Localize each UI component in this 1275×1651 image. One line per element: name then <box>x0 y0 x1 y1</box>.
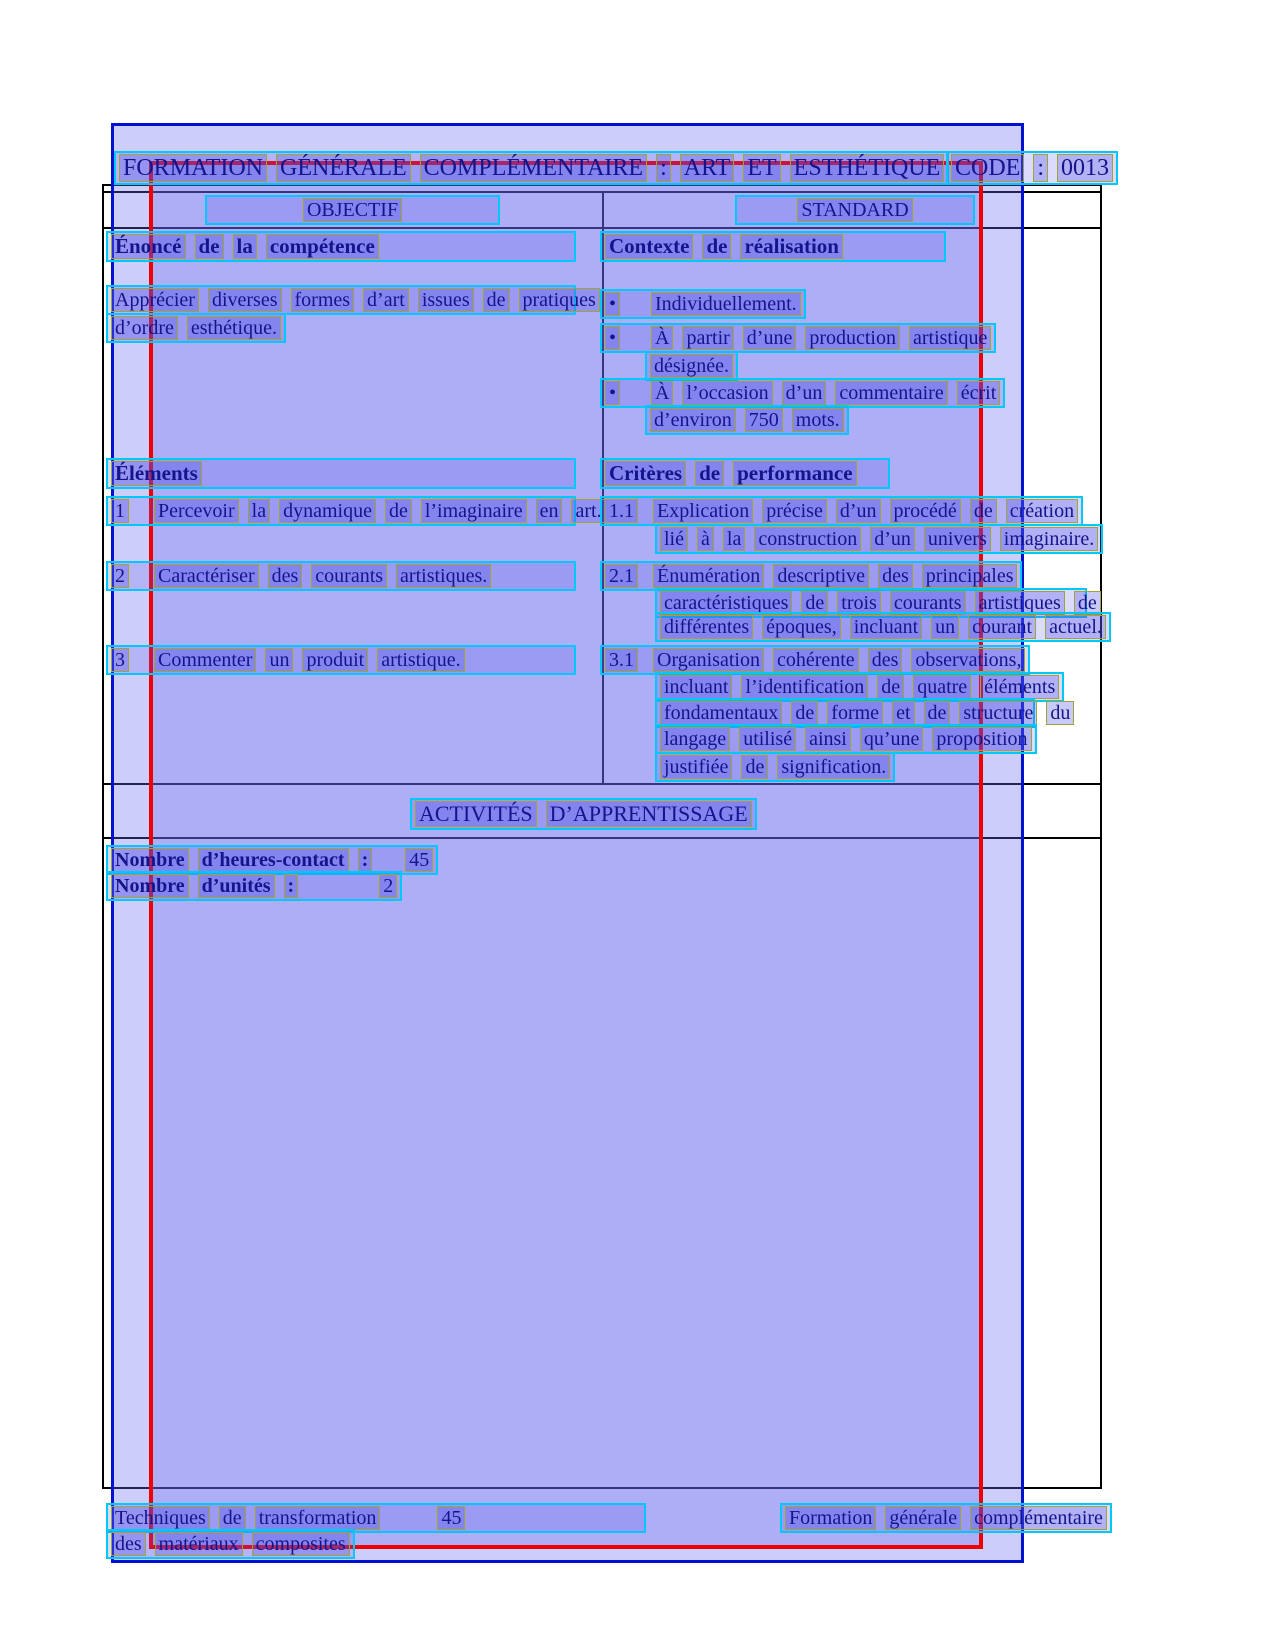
word-box: d’un <box>870 527 915 551</box>
word-box: désignée. <box>650 354 733 378</box>
contexte-header <box>600 231 946 262</box>
word-box: du <box>1046 701 1074 725</box>
word-box: Éléments <box>111 461 202 486</box>
word-box: observations, <box>911 648 1025 672</box>
word-box: artistique. <box>377 648 464 672</box>
word-box: 45 <box>437 1506 465 1530</box>
word-box: art. <box>571 499 605 523</box>
word-box: À <box>651 381 673 405</box>
word-box: qu’une <box>860 727 924 751</box>
word-box: partir <box>682 326 733 350</box>
word-box: de <box>801 591 828 615</box>
word-box: dynamique <box>279 499 376 523</box>
critere-3-line-4 <box>655 724 1037 754</box>
word-box: réalisation <box>740 234 843 259</box>
word-box: issues <box>418 288 474 312</box>
word-box: principales <box>922 564 1018 588</box>
word-box: un <box>265 648 293 672</box>
word-box: la <box>723 527 745 551</box>
word-box: 2 <box>111 564 129 588</box>
word-box: Apprécier <box>111 288 199 312</box>
word-box: la <box>248 499 270 523</box>
word-box: Caractériser <box>154 564 259 588</box>
word-box: création <box>1006 499 1078 523</box>
word-box: 750 <box>745 408 783 432</box>
word-box: diverses <box>208 288 282 312</box>
word-box: CODE <box>951 154 1024 182</box>
word-box: ET <box>743 154 780 182</box>
word-box: fondamentaux <box>660 701 782 725</box>
word-box: GÉNÉRALE <box>276 154 411 182</box>
word-box: époques, <box>762 615 841 639</box>
word-box: de <box>219 1506 246 1530</box>
word-box: en <box>536 499 563 523</box>
word-box: artistique <box>909 326 991 350</box>
word-box: de <box>1074 591 1101 615</box>
word-box: de <box>695 461 724 486</box>
element-3 <box>106 645 576 675</box>
word-box: utilisé <box>739 727 796 751</box>
word-box: : <box>284 874 299 898</box>
word-box: Individuellement. <box>651 292 801 316</box>
word-box: éléments <box>980 675 1059 699</box>
word-box: 3 <box>111 648 129 672</box>
word-box: À <box>651 326 673 350</box>
word-box: la <box>233 234 257 259</box>
word-box: structure <box>959 701 1037 725</box>
word-box: 1.1 <box>605 499 638 523</box>
word-box: imaginaire. <box>1000 527 1099 551</box>
word-box: • <box>605 381 620 405</box>
word-box: des <box>268 564 303 588</box>
word-box: d’environ <box>650 408 736 432</box>
word-box: transformation <box>255 1506 381 1530</box>
word-box: 2.1 <box>605 564 638 588</box>
word-box: et <box>892 701 914 725</box>
word-box: • <box>605 326 620 350</box>
competence-line-1 <box>106 285 596 315</box>
word-box: complémentaire <box>970 1506 1107 1530</box>
word-box: écrit <box>957 381 1001 405</box>
word-box: STANDARD <box>797 198 912 222</box>
word-box: l’identification <box>741 675 868 699</box>
word-box: langage <box>660 727 730 751</box>
word-box: commentaire <box>835 381 947 405</box>
word-box: des <box>878 564 913 588</box>
word-box: ESTHÉTIQUE <box>790 154 945 182</box>
doc-code-line <box>946 151 1118 185</box>
contexte-bullet-2b <box>645 351 738 381</box>
word-box: mots. <box>792 408 844 432</box>
contexte-bullet-3a <box>600 378 1005 408</box>
word-box: • <box>605 292 620 316</box>
word-box: de <box>702 234 731 259</box>
word-box: signification. <box>777 755 890 779</box>
word-box: compétence <box>266 234 379 259</box>
critere-1-line-1 <box>600 496 1083 526</box>
word-box: d’un <box>836 499 881 523</box>
element-1 <box>106 496 602 526</box>
word-box: Nombre <box>111 848 189 872</box>
word-box: incluant <box>660 675 732 699</box>
contexte-bullet-3b <box>645 405 849 435</box>
word-box: COMPLÉMENTAIRE <box>420 154 647 182</box>
word-box: un <box>931 615 959 639</box>
word-box: produit <box>302 648 368 672</box>
word-box: 2 <box>379 874 397 898</box>
word-box: l’occasion <box>682 381 772 405</box>
col-header-objectif <box>205 195 500 225</box>
word-box: de <box>970 499 997 523</box>
word-box: Explication <box>653 499 753 523</box>
word-box: des <box>868 648 903 672</box>
critere-3-line-5 <box>655 752 895 782</box>
word-box: production <box>805 326 900 350</box>
word-box: courants <box>890 591 966 615</box>
contexte-bullet-1 <box>600 289 806 319</box>
word-box: de <box>483 288 510 312</box>
word-box: : <box>358 848 373 872</box>
word-box: artistiques <box>975 591 1065 615</box>
word-box: différentes <box>660 615 753 639</box>
criteres-header <box>600 458 890 489</box>
word-box: de <box>195 234 224 259</box>
word-box: justifiée <box>660 755 732 779</box>
activities-header <box>410 798 757 830</box>
word-box: Commenter <box>154 648 256 672</box>
word-box: Percevoir <box>154 499 239 523</box>
critere-3-line-1 <box>600 645 1030 675</box>
word-box: actuel. <box>1045 615 1106 639</box>
word-box: Techniques <box>111 1506 210 1530</box>
word-box: quatre <box>913 675 971 699</box>
word-box: à <box>697 527 714 551</box>
word-box: FORMATION <box>119 154 267 182</box>
doc-title-line <box>114 151 949 185</box>
critere-2-line-1 <box>600 561 1022 591</box>
competence-line-2 <box>106 313 286 343</box>
word-box: formes <box>291 288 355 312</box>
word-box: procédé <box>890 499 961 523</box>
element-2 <box>106 561 576 591</box>
word-box: de <box>924 701 951 725</box>
word-box: artistiques. <box>396 564 491 588</box>
word-box: générale <box>885 1506 961 1530</box>
word-box: Organisation <box>653 648 764 672</box>
word-box: cohérente <box>773 648 859 672</box>
word-box: précise <box>762 499 827 523</box>
word-box: D’APPRENTISSAGE <box>546 801 752 827</box>
word-box: ainsi <box>805 727 851 751</box>
word-box: de <box>741 755 768 779</box>
word-box: : <box>1033 154 1048 182</box>
word-box: d’unités <box>198 874 275 898</box>
word-box: forme <box>827 701 883 725</box>
word-box: Énoncé <box>111 234 186 259</box>
word-box: univers <box>924 527 991 551</box>
word-box: trois <box>837 591 881 615</box>
word-box: OBJECTIF <box>303 198 402 222</box>
word-box: performance <box>733 461 856 486</box>
word-box: incluant <box>850 615 922 639</box>
word-box: 3.1 <box>605 648 638 672</box>
word-box: : <box>656 154 671 182</box>
word-box: esthétique. <box>187 316 281 340</box>
word-box: Formation <box>785 1506 876 1530</box>
enonce-header <box>106 231 576 262</box>
word-box: d’ordre <box>111 316 178 340</box>
word-box: 0013 <box>1057 154 1113 182</box>
word-box: courant <box>968 615 1036 639</box>
word-box: descriptive <box>773 564 869 588</box>
critere-2-line-3 <box>655 612 1111 642</box>
word-box: lié <box>660 527 688 551</box>
elements-header <box>106 458 576 489</box>
word-box: l’imaginaire <box>421 499 527 523</box>
units-line <box>106 871 402 901</box>
word-box: matériaux <box>155 1532 243 1556</box>
word-box: caractéristiques <box>660 591 792 615</box>
word-box: de <box>385 499 412 523</box>
word-box: d’heures-contact <box>198 848 349 872</box>
word-box: Nombre <box>111 874 189 898</box>
word-box: 1 <box>111 499 129 523</box>
word-box: d’un <box>782 381 827 405</box>
word-box: d’une <box>743 326 797 350</box>
word-box: d’art <box>363 288 409 312</box>
word-box: de <box>877 675 904 699</box>
word-box: construction <box>754 527 861 551</box>
word-box: courants <box>311 564 387 588</box>
word-box: Contexte <box>605 234 693 259</box>
col-header-standard <box>735 195 975 225</box>
word-box: ART <box>680 154 735 182</box>
critere-1-line-2 <box>655 524 1103 554</box>
word-box: des <box>111 1532 146 1556</box>
word-box: 45 <box>405 848 433 872</box>
footer-left-line-2 <box>106 1529 355 1559</box>
footer-right-line <box>780 1503 1112 1533</box>
word-box: pratiques <box>519 288 600 312</box>
contexte-bullet-2a <box>600 323 996 353</box>
word-box: Critères <box>605 461 686 486</box>
word-box: Énumération <box>653 564 764 588</box>
word-box: composites <box>252 1532 350 1556</box>
word-box: de <box>791 701 818 725</box>
word-box: ACTIVITÉS <box>415 801 537 827</box>
word-box: proposition <box>932 727 1031 751</box>
